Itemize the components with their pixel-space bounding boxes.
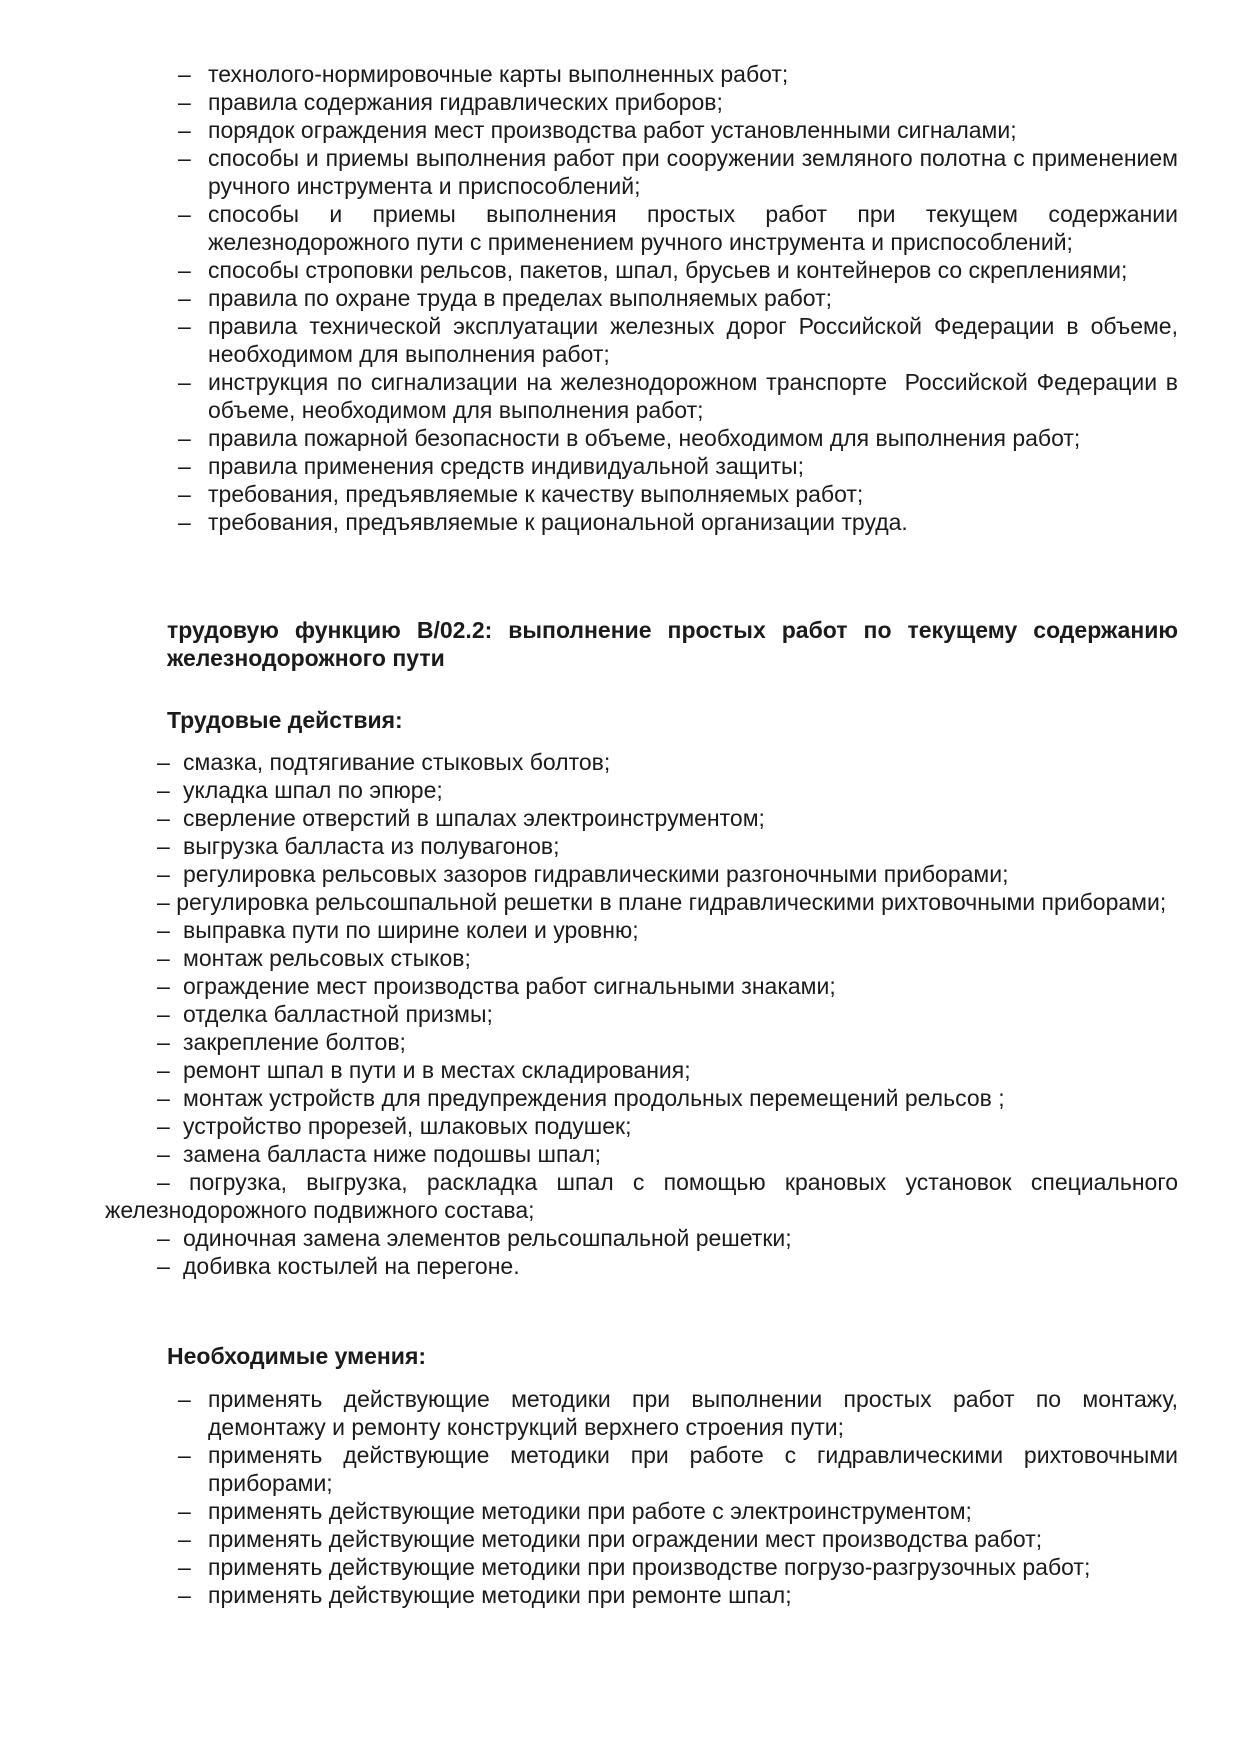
list-dash: – (178, 313, 191, 339)
list-item (105, 748, 1178, 776)
list-item (105, 452, 1178, 480)
list-item-text: ограждение мест производства работ сигнальными знаками; (183, 973, 836, 999)
list-item-text: выправка пути по ширине колеи и уровню; (183, 917, 639, 943)
list-item (105, 116, 1178, 144)
list-item (105, 256, 1178, 284)
list-item-text: применять действующие методики при работе с гидравлическими рихтовочными приборами; (208, 1442, 1178, 1496)
list-dash: – (157, 917, 170, 943)
list-item-text: закрепление болтов; (183, 1029, 406, 1055)
list-item-text: правила содержания гидравлических приборов; (208, 89, 723, 115)
list-item-text: технолого-нормировочные карты выполненных работ; (208, 61, 789, 87)
labor-function-heading: трудовую функцию В/02.2: выполнение простых работ по текущему содержанию железнодорожного пути (167, 617, 1178, 671)
list-dash: – (157, 1113, 170, 1139)
list-item-text: правила пожарной безопасности в объеме, необходимом для выполнения работ; (208, 425, 1081, 451)
list-item-text: отделка балластной призмы; (183, 1001, 493, 1027)
list-item-text: правила применения средств индивидуальной защиты; (208, 453, 804, 479)
list-item (105, 972, 1178, 1000)
list-item-text: монтаж устройств для предупреждения продольных перемещений рельсов ; (183, 1085, 1005, 1111)
list-item-text: правила по охране труда в пределах выполняемых работ; (208, 285, 832, 311)
list-item-text: сверление отверстий в шпалах электроинструментом; (183, 805, 765, 831)
list-dash: – (178, 1554, 191, 1580)
list-dash: – (157, 805, 170, 831)
list-item (105, 1441, 1178, 1497)
list-dash: – (157, 1029, 170, 1055)
list-item (105, 804, 1178, 832)
list-item (105, 1581, 1178, 1609)
list-dash: – (178, 1582, 191, 1608)
list-dash: – (178, 425, 191, 451)
list-dash: – (178, 369, 191, 395)
list-dash: – (178, 453, 191, 479)
list-item (105, 832, 1178, 860)
list-dash: – (157, 1225, 170, 1251)
list-item-text: правила технической эксплуатации железных дорог Российской Федерации в объеме, необходимом для выполнения работ; (208, 313, 1178, 367)
list-dash: – (178, 61, 191, 87)
list-item (105, 888, 1178, 916)
list-item-text: выгрузка балласта из полувагонов; (183, 833, 560, 859)
list-item (105, 1056, 1178, 1084)
document-page (105, 60, 1178, 1609)
list-item-text: одиночная замена элементов рельсошпальной решетки; (183, 1225, 792, 1251)
list-item (105, 144, 1178, 200)
labor-actions-list (105, 748, 1178, 1280)
knowledge-list (105, 60, 1178, 536)
list-item (105, 1497, 1178, 1525)
list-item-text: укладка шпал по эпюре; (183, 777, 443, 803)
list-item-text: способы и приемы выполнения простых работ при текущем содержании железнодорожного пути с применением ручного инструмента и приспособлений; (208, 201, 1178, 255)
list-item (105, 1553, 1178, 1581)
list-item (105, 1112, 1178, 1140)
list-item-text: требования, предъявляемые к рациональной организации труда. (208, 509, 908, 535)
labor-actions-heading: Трудовые действия: (167, 707, 403, 733)
list-dash: – (178, 509, 191, 535)
list-item (105, 312, 1178, 368)
list-item-text: монтаж рельсовых стыков; (183, 945, 471, 971)
list-dash: – (157, 1141, 170, 1167)
list-item-text: регулировка рельсошпальной решетки в плане гидравлическими рихтовочными приборами; (176, 889, 1167, 915)
list-item-text: порядок ограждения мест производства работ установленными сигналами; (208, 117, 1017, 143)
list-item-text: применять действующие методики при ограждении мест производства работ; (208, 1526, 1043, 1552)
list-dash: – (157, 861, 170, 887)
list-item (105, 1525, 1178, 1553)
list-item (105, 508, 1178, 536)
list-item (105, 480, 1178, 508)
list-item-text: добивка костылей на перегоне. (183, 1253, 520, 1279)
list-dash: – (157, 777, 170, 803)
list-dash: – (178, 201, 191, 227)
list-item-text: применять действующие методики при ремонте шпал; (208, 1582, 792, 1608)
list-item (105, 1252, 1178, 1280)
list-item-text: инструкция по сигнализации на железнодорожном транспорте Российской Федерации в объеме, необходимом для выполнения работ; (208, 369, 1178, 423)
list-item (105, 284, 1178, 312)
list-item (105, 776, 1178, 804)
list-dash: – (157, 1085, 170, 1111)
list-dash: – (178, 257, 191, 283)
list-item (105, 368, 1178, 424)
list-item-text: погрузка, выгрузка, раскладка шпал с помощью крановых установок специального железнодорожного подвижного состава; (105, 1169, 1178, 1223)
list-item (105, 1084, 1178, 1112)
list-item (105, 1168, 1178, 1224)
list-dash: – (157, 749, 170, 775)
list-item-text: устройство прорезей, шлаковых подушек; (183, 1113, 632, 1139)
list-item (105, 1224, 1178, 1252)
list-item-text: способы и приемы выполнения работ при сооружении земляного полотна с применением ручного инструмента и приспособлений; (208, 145, 1178, 199)
list-item (105, 1385, 1178, 1441)
list-item (105, 1028, 1178, 1056)
list-dash: – (157, 833, 170, 859)
list-item (105, 200, 1178, 256)
list-dash: – (178, 1386, 191, 1412)
list-item-text: применять действующие методики при выполнении простых работ по монтажу, демонтажу и ремонту конструкций верхнего строения пути; (208, 1386, 1178, 1440)
list-item-text: применять действующие методики при производстве погрузо-разгрузочных работ; (208, 1554, 1091, 1580)
list-dash: – (157, 1001, 170, 1027)
list-dash: – (157, 1253, 170, 1279)
list-item (105, 944, 1178, 972)
list-dash: – (157, 973, 170, 999)
list-item-text: регулировка рельсовых зазоров гидравлическими разгоночными приборами; (183, 861, 1009, 887)
list-dash: – (178, 89, 191, 115)
list-item (105, 916, 1178, 944)
list-item (105, 60, 1178, 88)
list-dash: – (178, 1442, 191, 1468)
list-item (105, 88, 1178, 116)
list-item-text: применять действующие методики при работе с электроинструментом; (208, 1498, 972, 1524)
list-dash: – (157, 945, 170, 971)
skills-list (105, 1385, 1178, 1609)
list-item-text: ремонт шпал в пути и в местах складирования; (183, 1057, 691, 1083)
skills-heading: Необходимые умения: (167, 1343, 427, 1369)
list-dash: – (178, 145, 191, 171)
list-dash: – (178, 1498, 191, 1524)
list-item (105, 1000, 1178, 1028)
list-dash: – (157, 1057, 170, 1083)
list-dash: – (157, 889, 170, 915)
list-dash: – (178, 285, 191, 311)
list-item-text: способы строповки рельсов, пакетов, шпал, брусьев и контейнеров со скреплениями; (208, 257, 1128, 283)
list-dash: – (157, 1169, 170, 1195)
list-item (105, 1140, 1178, 1168)
list-item-text: смазка, подтягивание стыковых болтов; (183, 749, 611, 775)
list-item (105, 424, 1178, 452)
list-item (105, 860, 1178, 888)
list-item-text: требования, предъявляемые к качеству выполняемых работ; (208, 481, 864, 507)
list-dash: – (178, 1526, 191, 1552)
list-item-text: замена балласта ниже подошвы шпал; (183, 1141, 602, 1167)
list-dash: – (178, 481, 191, 507)
list-dash: – (178, 117, 191, 143)
